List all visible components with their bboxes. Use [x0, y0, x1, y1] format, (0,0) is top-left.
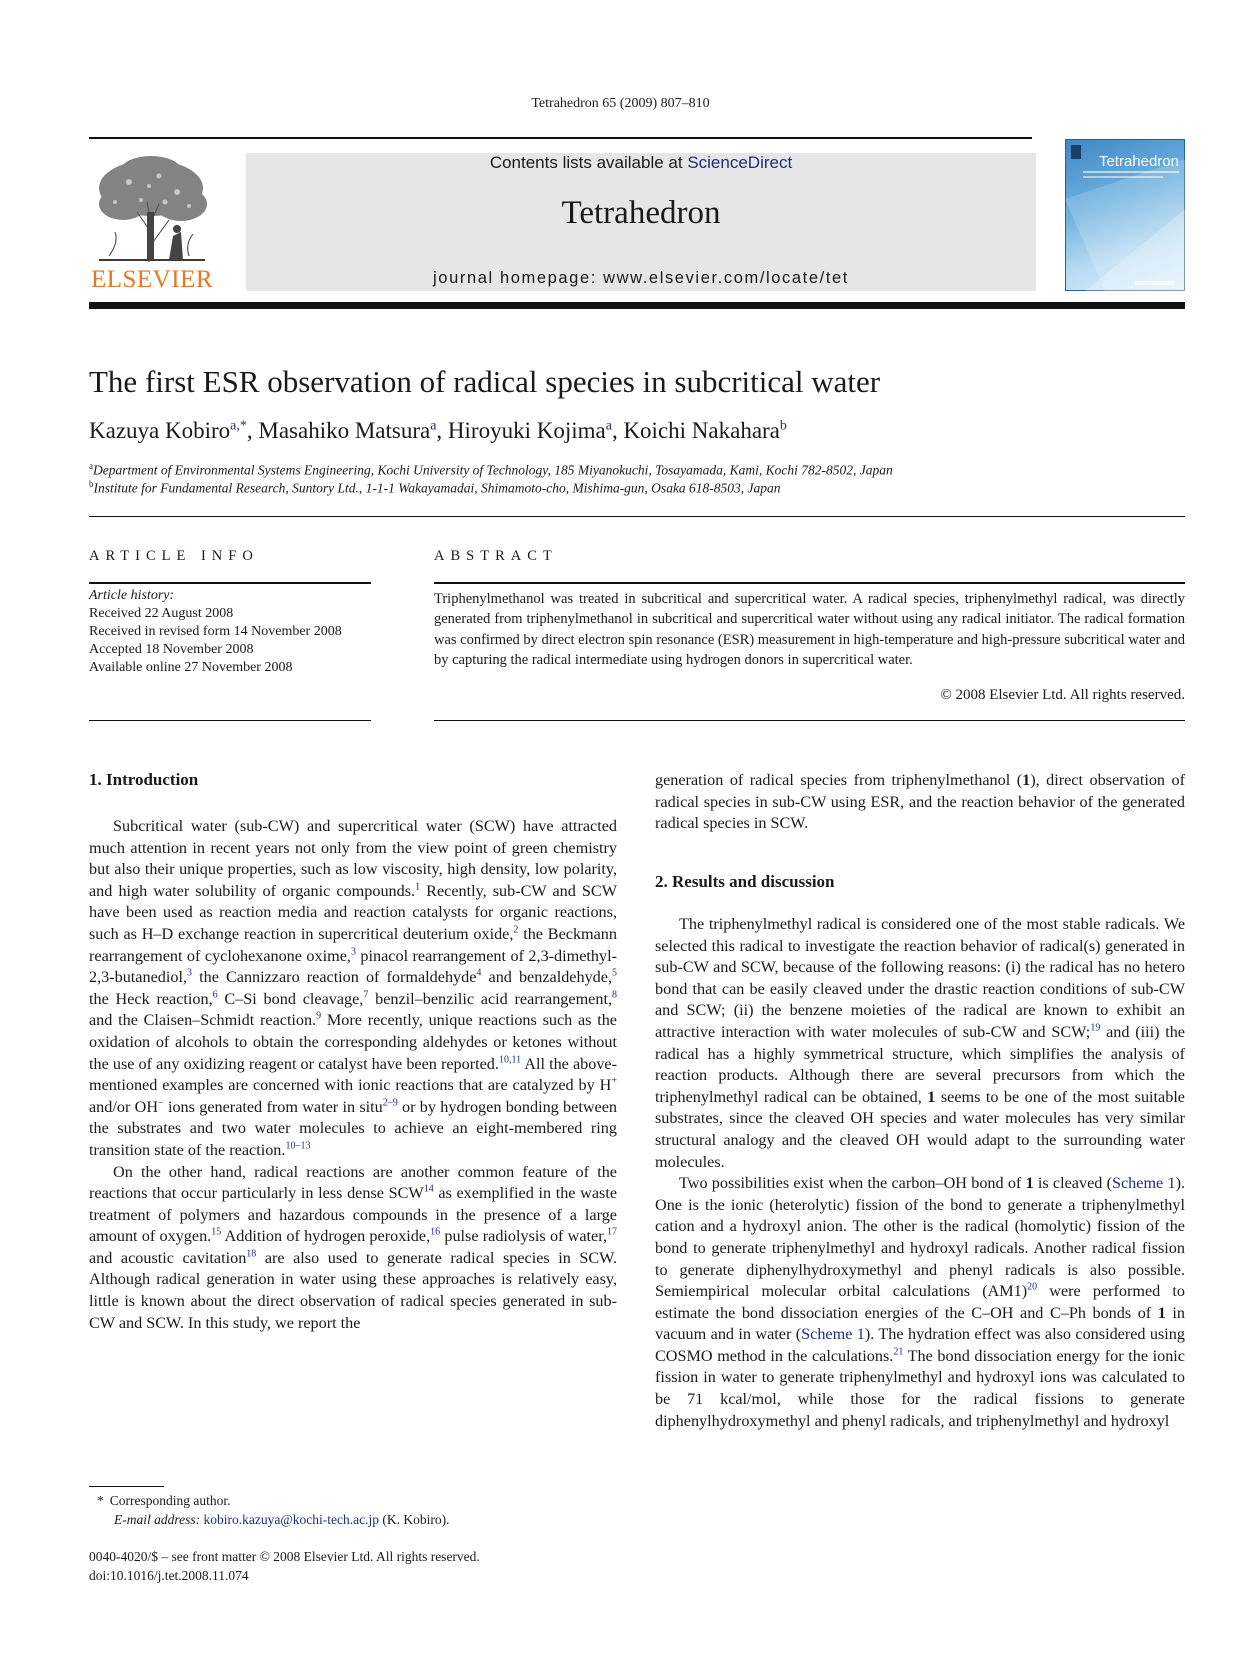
author-affiliation-mark[interactable]: a	[430, 418, 437, 434]
elsevier-wordmark: ELSEVIER	[90, 266, 214, 293]
reference-link[interactable]: 4	[476, 967, 482, 979]
author-separator: ,	[611, 418, 624, 443]
affiliation-mark: a	[89, 461, 93, 471]
footnote-star: *	[97, 1493, 104, 1508]
reference-link[interactable]: 5	[612, 967, 617, 979]
reference-link[interactable]: 7	[363, 989, 369, 1001]
section-heading-results: 2. Results and discussion	[655, 872, 835, 891]
scheme-link[interactable]: Scheme 1	[801, 1325, 865, 1344]
reference-link[interactable]: 14	[423, 1183, 434, 1195]
corresponding-author-footnote	[89, 1491, 617, 1529]
reference-link[interactable]: 18	[246, 1248, 257, 1260]
reference-link[interactable]: 3	[187, 967, 193, 979]
author-affiliation-mark[interactable]: a,*	[230, 418, 247, 434]
abstract-rule	[434, 582, 1185, 584]
charge-superscript: +	[611, 1075, 617, 1087]
reference-link[interactable]: 3	[350, 946, 356, 958]
article-info-rule	[89, 582, 371, 584]
author-name: Koichi Nakahara	[623, 418, 780, 443]
reference-link[interactable]: 10,11	[498, 1054, 522, 1066]
author-separator: ,	[246, 418, 259, 443]
abstract-heading: ABSTRACT	[434, 548, 558, 564]
results-paragraph-1: The triphenylmethyl radical is considered one of the most stable radicals. We selected this radical to investigate the reaction behavior of radical(s) generated in sub-CW and SCW, because of the following reasons: (i) the radical has no hetero bond that can be easily cleaved under the drastic reaction conditions of sub-CW and SCW; (ii) the benzene moieties of the radical are known to exhibit an attractive interaction with water molecules of sub-CW and SCW;$^{19}$ and (iii) the radical has a highly symmetrical structure, which simplifies the analysis of reaction products. Although there are several precursors from which the triphenylmethyl radical can be obtained, 1 seems to be one of the most suitable substrates, since the cleaved OH species and water molecules has very similar structural analogy and the cleaved OH would adapt to the surrounding water molecules.	[655, 915, 1185, 1171]
charge-superscript: −	[158, 1097, 164, 1109]
compound-number: 1	[927, 1087, 936, 1106]
abstract-bottom-rule	[434, 720, 1185, 721]
journal-masthead	[246, 153, 1036, 291]
article-history	[89, 587, 371, 677]
author-separator: ,	[436, 418, 448, 443]
author-email-link[interactable]: kobiro.kazuya@kochi-tech.ac.jp	[203, 1512, 379, 1527]
header-rule	[89, 137, 1032, 139]
history-accepted: Accepted 18 November 2008	[89, 642, 254, 657]
issn-line: 0040-4020/$ – see front matter © 2008 Elsevier Ltd. All rights reserved.	[89, 1549, 480, 1564]
article-info-bottom-rule	[89, 720, 371, 721]
reference-link[interactable]: 21	[893, 1346, 904, 1358]
author-list	[89, 418, 1185, 444]
corresponding-author-label: Corresponding author.	[109, 1493, 231, 1508]
contents-line	[246, 153, 1036, 173]
reference-link[interactable]: 1	[415, 881, 421, 893]
abstract-copyright: © 2008 Elsevier Ltd. All rights reserved.	[940, 687, 1185, 703]
compound-number: 1	[1025, 1174, 1034, 1193]
results-paragraph-2: Two possibilities exist when the carbon–OH bond of 1 is cleaved (Scheme 1). One is the ionic (heterolytic) fission of the bond to generate a triphenylmethyl cation and a hydroxyl anion. The other is the radical (homolytic) fission of the bond to generate triphenylmethyl and hydroxyl radicals. Another radical fission to generate diphenylhydroxymethyl and phenyl radicals is also possible. Semiempirical molecular orbital calculations $(AM1)^{20}$ were performed to estimate the bond dissociation energies of the C–OH and C–Ph bonds of 1 in vacuum and in water (Scheme 1). The hydration effect was also considered using COSMO method in the calculations.$^{21}$ The bond dissociation energy for the ionic fission in water to generate triphenylmethyl and hydroxyl ions was calculated to be 71 kcal/mol, while those for the radical fissions to generate diphenylhydroxymethyl and phenyl radicals, and triphenylmethyl and hydroxyl	[655, 1174, 1186, 1430]
section-heading-introduction: 1. Introduction	[89, 770, 199, 789]
history-label: Article history:	[89, 588, 175, 603]
title-block-rule	[89, 516, 1185, 517]
journal-name: Tetrahedron	[561, 195, 721, 231]
journal-homepage[interactable]: journal homepage: www.elsevier.com/locate/tet	[433, 269, 849, 287]
sciencedirect-link[interactable]: ScienceDirect	[687, 153, 793, 172]
reference-link[interactable]: 2–9	[382, 1097, 398, 1109]
reference-link[interactable]: 16	[430, 1226, 441, 1238]
affiliation-text: Institute for Fundamental Research, Suntory Ltd., 1-1-1 Wakayamadai, Shimamoto-cho, Mishima-gun, Osaka 618-8503, Japan	[93, 480, 781, 496]
compound-number: 1	[1157, 1303, 1166, 1322]
journal-cover-image	[1065, 139, 1185, 291]
compound-number: 1	[1022, 771, 1031, 789]
author-name: Masahiko Matsura	[258, 418, 431, 443]
author-affiliation-mark[interactable]: a	[605, 418, 612, 434]
email-suffix: (K. Kobiro).	[379, 1512, 450, 1527]
reference-link[interactable]: 8	[612, 989, 618, 1001]
article-info-heading: ARTICLE INFO	[89, 548, 259, 564]
left-column-body	[89, 816, 617, 1334]
reference-link[interactable]: 9	[316, 1010, 322, 1022]
reference-link[interactable]: 10–13	[285, 1140, 311, 1152]
reference-link[interactable]: 2	[513, 924, 519, 936]
reference-link[interactable]: 6	[212, 989, 218, 1001]
history-revised: Received in revised form 14 November 2008	[89, 624, 342, 639]
intro-paragraph-1: Subcritical water (sub-CW) and supercritical water (SCW) have attracted much attention in recent years not only from the view point of green chemistry but also their unique properties, such as low viscosity, high density, low polarity, and high water solubility of organic compounds.$^1$ Recently, sub-CW and SCW have been used as reaction media and reaction catalysts for organic reactions, such as H–D exchange reaction in supercritical deuterium oxide,$^2$ the Beckmann rearrangement of cyclohexanone oxime,$^3$ pinacol rearrangement of 2,3-dimethyl-2,3-butanediol,$^3$ the Cannizzaro reaction of formaldehyde$^4$ and benzaldehyde,$^5$ the Heck reaction,$^6$ C–Si bond cleavage,$^7$ benzil–benzilic acid rearrangement,$^8$ and the Claisen–Schmidt reaction.$^9$ More recently, unique reactions such as the oxidation of alcohols to obtain the corresponding aldehydes or ketones without the use of any oxidizing reagent or catalyst have been reported.$^{10,11}$ All the above-mentioned examples are concerned with ionic reactions that are catalyzed by H+ and/or OH− ions generated from water in situ$^{2-9}$ or by hydrogen bonding between the substrates and two water molecules to achieve an eight-membered ring transition state of the reaction.$^{10-13}$	[89, 817, 618, 1159]
footnote-rule	[89, 1486, 164, 1487]
doi-line[interactable]: doi:10.1016/j.tet.2008.11.074	[89, 1568, 249, 1583]
intro-paragraph-2: On the other hand, radical reactions are another common feature of the reactions that occur particularly in less dense SCW$^{14}$ as exemplified in the waste treatment of polymers and hazardous compounds in the presence of a large amount of oxygen.$^{15}$ Addition of hydrogen peroxide,$^{16}$ pulse radiolysis of water,$^{17}$ and acoustic cavitation$^{18}$ are also used to generate radical species in SCW. Although radical generation in water using these approaches is relatively easy, little is known about the direct observation of radical species generated in sub-CW and SCW. In this study, we report the	[89, 1162, 618, 1332]
affiliation-text: Department of Environmental Systems Engineering, Kochi University of Technology, 185 Miyanokuchi, Tosayamada, Kami, Kochi 782-8502, Japan	[93, 462, 893, 478]
email-label: E-mail address:	[114, 1512, 201, 1527]
article-title: The first ESR observation of radical species in subcritical water	[89, 364, 881, 399]
reference-link[interactable]: 20	[1027, 1281, 1038, 1293]
author-affiliation-mark[interactable]: b	[779, 418, 787, 434]
reference-link[interactable]: 19	[1090, 1022, 1101, 1034]
contents-prefix: Contents lists available at	[489, 153, 688, 172]
journal-citation: Tetrahedron 65 (2009) 807–810	[531, 96, 710, 111]
history-online: Available online 27 November 2008	[89, 660, 293, 675]
cover-title: Tetrahedron	[1098, 153, 1179, 170]
reference-link[interactable]: 17	[607, 1226, 618, 1238]
intro-paragraph-2-continued: generation of radical species from triphenylmethanol (1), direct observation of radical species in sub-CW using ESR, and the reaction behavior of the generated radical species in SCW.	[655, 771, 1185, 833]
abstract-text: Triphenylmethanol was treated in subcritical and supercritical water. A radical species, triphenylmethyl radical, was directly generated from triphenylmethanol in subcritical and supercritical water without using any radical initiator. The radical formation was confirmed by direct electron spin resonance (ESR) measurement in high-temperature and high-pressure subcritical water and by capturing the radical intermediate using hydrogen donors in supercritical water.	[434, 591, 1185, 668]
right-column-body	[655, 914, 1185, 1432]
right-column-continuation	[655, 770, 1185, 835]
front-matter-info	[89, 1547, 617, 1585]
reference-link[interactable]: 15	[211, 1226, 222, 1238]
masthead-thick-rule	[89, 302, 1185, 309]
affiliation-b	[89, 479, 1185, 497]
author-name: Kazuya Kobiro	[89, 418, 231, 443]
author-name: Hiroyuki Kojima	[447, 418, 606, 443]
scheme-link[interactable]: Scheme 1	[1111, 1174, 1176, 1193]
affiliation-mark: b	[89, 479, 94, 489]
history-received: Received 22 August 2008	[89, 606, 234, 621]
affiliation-a	[89, 461, 1185, 479]
